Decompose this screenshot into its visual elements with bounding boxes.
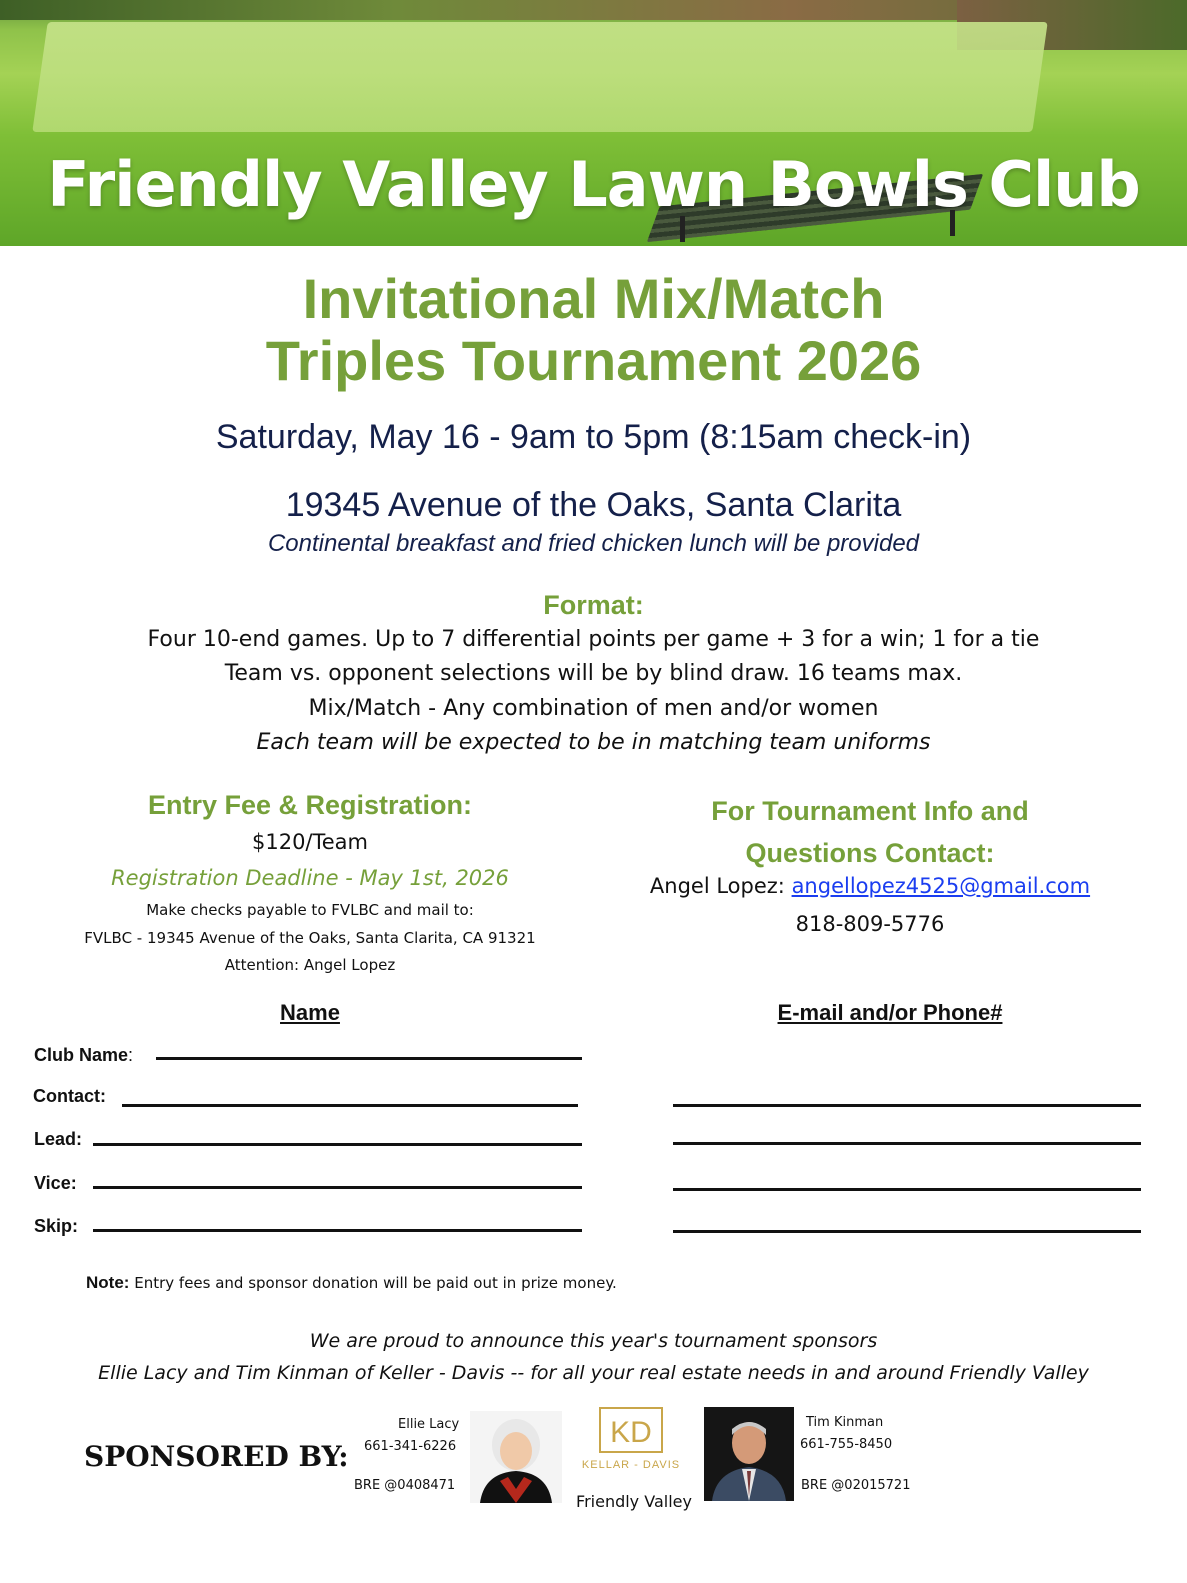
logo-text: KELLAR - DAVIS [582,1459,681,1471]
tim-name: Tim Kinman [806,1415,884,1430]
format-line: Team vs. opponent selections will be by blind draw. 16 teams max. [224,661,963,686]
logo-caption: Friendly Valley [576,1492,692,1511]
tournament-title-line2: Triples Tournament 2026 [265,329,922,392]
event-address: 19345 Avenue of the Oaks, Santa Clarita [285,486,902,524]
contact-line [580,874,1160,898]
vice-name-field[interactable] [93,1186,582,1189]
tim-phone: 661-755-8450 [800,1437,893,1452]
entry-fee-amount: $120/Team [251,830,369,854]
info-heading-line2: Questions Contact: [745,838,995,868]
format-heading: Format: [543,590,644,620]
contact-email-field[interactable] [673,1104,1141,1107]
vice-label: Vice: [34,1173,77,1193]
attention-line: Attention: Angel Lopez [224,956,396,974]
kellar-davis-logo [582,1406,686,1474]
club-name-label [34,1045,133,1066]
club-title: Friendly Valley Lawn Bowls Club [47,148,1140,221]
mail-address: FVLBC - 19345 Avenue of the Oaks, Santa Clarita, CA 91321 [84,929,536,947]
club-name-field[interactable] [156,1057,582,1060]
skip-email-field[interactable] [673,1230,1141,1233]
entry-fee-heading: Entry Fee & Registration: [147,790,473,820]
tournament-title-line1: Invitational Mix/Match [302,267,885,330]
ellie-bre: BRE @0408471 [354,1478,456,1493]
ellie-name: Ellie Lacy [398,1417,460,1432]
info-heading [580,790,1160,874]
hero-bowling-green [32,22,1047,132]
checks-payable: Make checks payable to FVLBC and mail to: [146,901,474,919]
lead-name-field[interactable] [93,1143,582,1146]
tim-kinman-photo [704,1407,794,1501]
food-note: Continental breakfast and fried chicken lunch will be provided [267,530,920,557]
logo-monogram: KD [610,1416,652,1449]
registration-deadline: Registration Deadline - May 1st, 2026 [111,866,509,890]
note-label: Note: [86,1273,130,1292]
format-line: Mix/Match - Any combination of men and/or women [308,696,879,721]
tournament-title [0,268,1187,392]
hero-banner [0,0,1187,246]
ellie-lacy-photo [470,1411,562,1503]
email-column-heading: E-mail and/or Phone# [777,1000,1003,1025]
contact-phone: 818-809-5776 [795,912,945,936]
format-line: Each team will be expected to be in matching team uniforms [256,730,931,755]
contact-name: Angel Lopez: [649,874,785,898]
skip-label: Skip: [34,1216,79,1236]
club-name-label-text: Club Name [34,1045,129,1065]
ellie-phone: 661-341-6226 [364,1439,457,1454]
contact-name-field[interactable] [122,1104,578,1107]
format-line: Four 10-end games. Up to 7 differential points per game + 3 for a win; 1 for a tie [147,627,1040,652]
name-column-heading: Name [280,1000,340,1025]
sponsor-detail: Ellie Lacy and Tim Kinman of Keller - Davis -- for all your real estate needs in and around Friendly Valley [98,1362,1089,1384]
event-date: Saturday, May 16 - 9am to 5pm (8:15am check-in) [215,418,972,456]
sponsored-by-label: SPONSORED BY: [84,1440,349,1473]
lead-email-field[interactable] [673,1142,1141,1145]
lead-label: Lead: [34,1129,83,1149]
sponsor-announcement: We are proud to announce this year's tournament sponsors [309,1330,878,1352]
note-text: Entry fees and sponsor donation will be paid out in prize money. [134,1274,617,1292]
club-name-colon: : [128,1045,134,1065]
contact-label: Contact: [33,1086,106,1106]
info-heading-line1: For Tournament Info and [711,796,1029,826]
skip-name-field[interactable] [93,1229,582,1232]
tim-bre: BRE @02015721 [801,1478,911,1493]
prize-note [86,1273,617,1293]
vice-email-field[interactable] [673,1188,1141,1191]
contact-email-link[interactable]: angellopez4525@gmail.com [791,874,1091,898]
